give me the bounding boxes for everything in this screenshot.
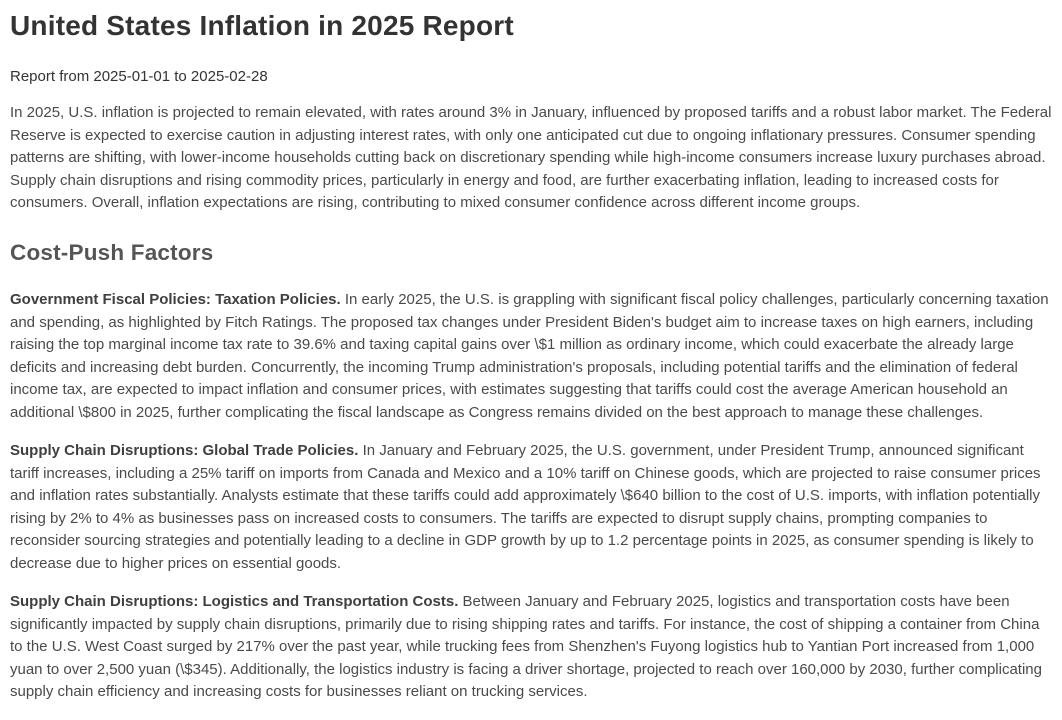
paragraph-logistics-transportation-costs-lead: Supply Chain Disruptions: Logistics and Transportation Costs. [10,593,459,611]
paragraph-global-trade-policies-lead: Supply Chain Disruptions: Global Trade Policies. [10,442,359,460]
section-heading-cost-push-factors: Cost-Push Factors [10,239,214,265]
paragraph-taxation-policies [10,289,1056,424]
paragraph-taxation-policies-lead: Government Fiscal Policies: Taxation Policies. [10,291,341,309]
report-title: United States Inflation in 2025 Report [10,10,514,41]
paragraph-global-trade-policies [10,440,1056,575]
paragraph-global-trade-policies-text: In January and February 2025, the U.S. government, under President Trump, announced significant tariff increases, including a 25% tariff on imports from Canada and Mexico and a 10% tariff on Chinese goods, which are projected to raise consumer prices and inflation rates substantially. Analysts estimate that these tariffs could add approximately \$640 billion to the cost of U.S. imports, with inflation potentially rising by 2% to 4% as businesses pass on increased costs to consumers. The tariffs are expected to disrupt supply chains, prompting companies to reconsider sourcing strategies and potentially leading to a decline in GDP growth by up to 1.2 percentage points in 2025, as consumer spending is likely to decrease due to higher prices on essential goods. [10,442,1041,572]
paragraph-logistics-transportation-costs-text: Between January and February 2025, logistics and transportation costs have been significantly impacted by supply chain disruptions, primarily due to rising shipping rates and tariffs. For instance, the cost of shipping a container from China to the U.S. West Coast surged by 217% over the past year, while trucking fees from Shenzhen's Fuyong logistics hub to Yantian Port increased from 1,000 yuan to over 2,500 yuan (\$345). Additionally, the logistics industry is facing a driver shortage, projected to reach over 160,000 by 2030, further complicating supply chain efficiency and increasing costs for businesses reliant on trucking services. [10,593,1042,701]
paragraph-taxation-policies-text: In early 2025, the U.S. is grappling with significant fiscal policy challenges, particularly concerning taxation and spending, as highlighted by Fitch Ratings. The proposed tax changes under President Biden's budget aim to increase taxes on high earners, including raising the top marginal income tax rate to 39.6% and taxing capital gains over \$1 million as ordinary income, which could exacerbate the already large deficits and increasing debt burden. Concurrently, the incoming Trump administration's proposals, including potential tariffs and the elimination of federal income tax, are expected to impact inflation and consumer prices, with estimates suggesting that tariffs could cost the average American household an additional \$800 in 2025, further complicating the fiscal landscape as Congress remains divided on the best approach to manage these challenges. [10,291,1049,421]
report-date-range: Report from 2025-01-01 to 2025-02-28 [10,68,268,86]
report-summary-paragraph: In 2025, U.S. inflation is projected to remain elevated, with rates around 3% in January, influenced by proposed tariffs and a robust labor market. The Federal Reserve is expected to exercise caution in adjusting interest rates, with only one anticipated cut due to ongoing inflationary pressures. Consumer spending patterns are shifting, with lower-income households cutting back on discretionary spending while high-income consumers increase luxury purchases abroad. Supply chain disruptions and rising commodity prices, particularly in energy and food, are further exacerbating inflation, leading to increased costs for consumers. Overall, inflation expectations are rising, contributing to mixed consumer confidence across different income groups. [10,104,1052,212]
paragraph-logistics-transportation-costs [10,591,1056,704]
